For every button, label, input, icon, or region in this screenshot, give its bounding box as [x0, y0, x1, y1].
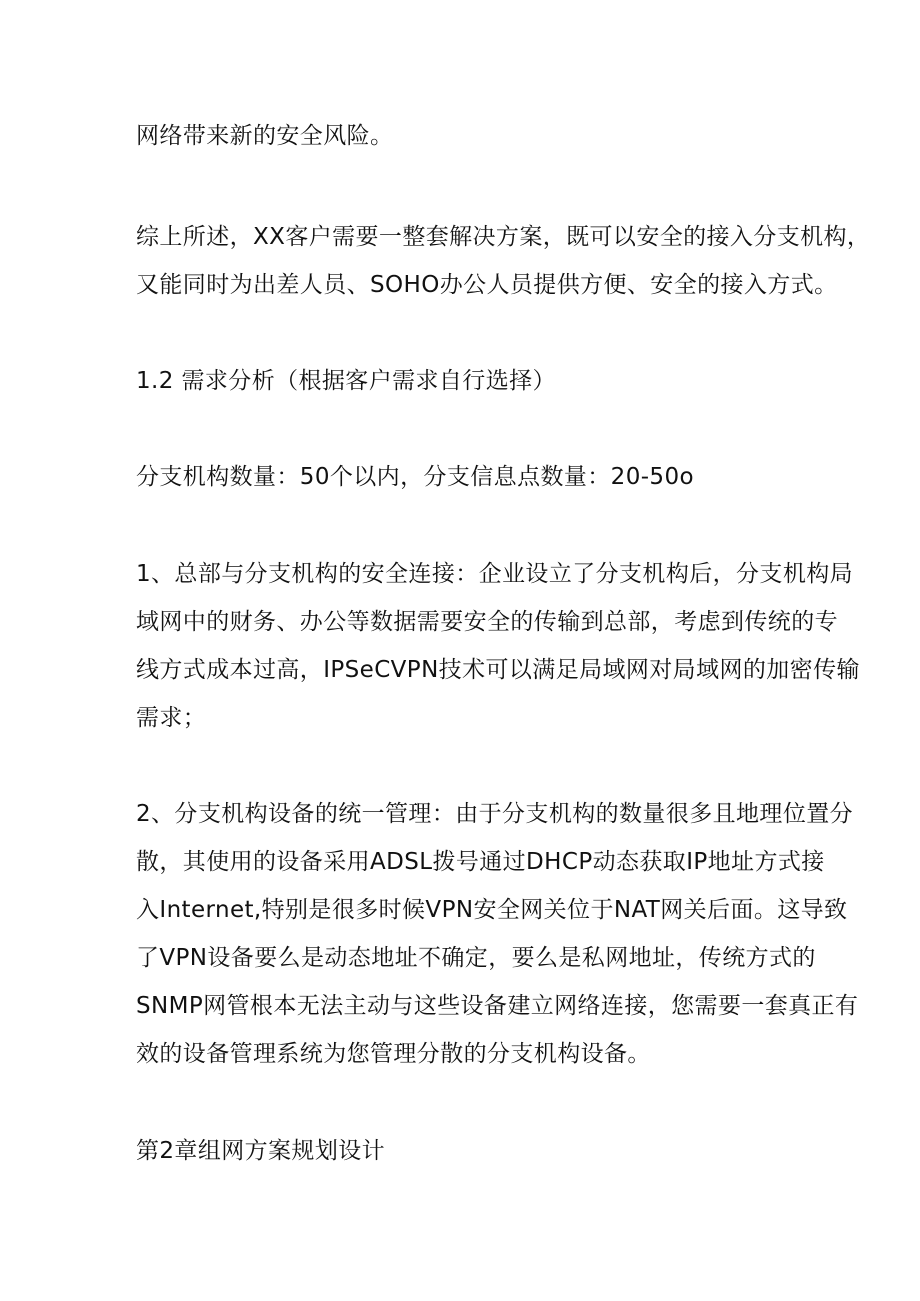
paragraph-summary-line-2: 又能同时为出差人员、SOHO办公人员提供方便、安全的接入方式。 [136, 272, 838, 298]
chapter-heading: 第2章组网方案规划设计 [136, 1138, 386, 1164]
paragraph-security-risk-line-1: 网络带来新的安全风险。 [136, 123, 394, 149]
paragraph-secure-connection-line-4: 需求； [136, 705, 207, 731]
paragraph-device-management-line-4: 了VPN设备要么是动态地址不确定，要么是私网地址，传统方式的 [136, 945, 816, 971]
paragraph-device-management-line-2: 散，其使用的设备采用ADSL拨号通过DHCP动态获取IP地址方式接 [136, 849, 825, 875]
paragraph-secure-connection-line-1: 1、总部与分支机构的安全连接：企业设立了分支机构后，分支机构局 [136, 561, 854, 587]
section-heading-requirements: 1.2 需求分析（根据客户需求自行选择） [136, 368, 556, 394]
paragraph-device-management-line-6: 效的设备管理系统为您管理分散的分支机构设备。 [136, 1041, 651, 1067]
paragraph-secure-connection-line-3: 线方式成本过高，IPSeCVPN技术可以满足局域网对局域网的加密传输 [136, 657, 860, 683]
paragraph-device-management-line-5: SNMP网管根本无法主动与这些设备建立网络连接，您需要一套真正有 [136, 993, 859, 1019]
paragraph-device-management-line-3: 入Internet,特别是很多时候VPN安全网关位于NAT网关后面。这导致 [136, 897, 848, 923]
paragraph-branch-count: 分支机构数量：50个以内，分支信息点数量：20-50o [136, 464, 694, 490]
paragraph-secure-connection-line-2: 域网中的财务、办公等数据需要安全的传输到总部，考虑到传统的专 [136, 609, 838, 635]
paragraph-summary-line-1: 综上所述，XX客户需要一整套解决方案，既可以安全的接入分支机构， [136, 224, 871, 250]
paragraph-device-management-line-1: 2、分支机构设备的统一管理：由于分支机构的数量很多且地理位置分 [136, 801, 854, 827]
